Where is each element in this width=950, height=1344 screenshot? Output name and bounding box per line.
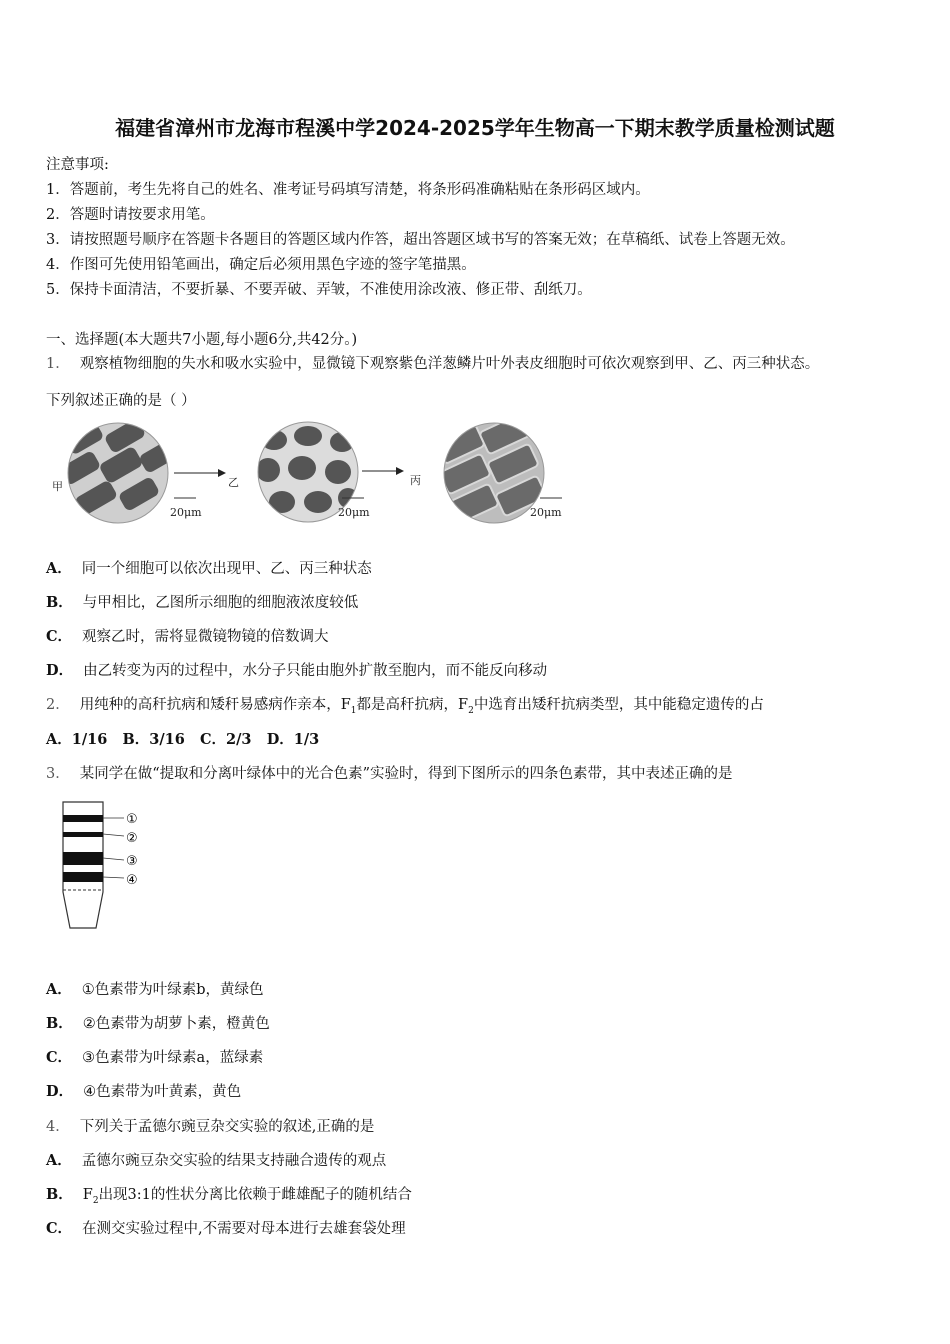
scale-bar-1: 20μm [170,506,202,519]
notice-item: 1．答题前，考生先将自己的姓名、准考证号码填写清楚，将条形码准确粘贴在条形码区域内。 [46,182,650,198]
option-b: B． ②色素带为胡萝卜素，橙黄色 [46,1015,270,1032]
notice-item: 2．答题时请按要求用笔。 [46,207,215,223]
page-title: 福建省漳州市龙海市程溪中学2024-2025学年生物高一下期末教学质量检测试题 [115,116,835,140]
pigment-band-1 [63,815,103,822]
question-3-stem: 3． 某同学在做“提取和分离叶绿体中的光合色素”实验时，得到下图所示的四条色素带，其中表述正确的是 [46,766,733,782]
option-a: A． 孟德尔豌豆杂交实验的结果支持融合遗传的观点 [46,1152,387,1169]
question-text: 观察植物细胞的失水和吸水实验中，显微镜下观察紫色洋葱鳞片叶外表皮细胞时可依次观察到甲、乙、丙三种状态。 [79,356,820,372]
notice-item: 4．作图可先使用铅笔画出，确定后必须用黑色字迹的签字笔描黑。 [46,257,476,273]
option-d: D． ④色素带为叶黄素，黄色 [46,1083,242,1100]
question-number: 1． [46,356,70,372]
option-b: B． 与甲相比，乙图所示细胞的细胞液浓度较低 [46,594,359,611]
option-d: D． 由乙转变为丙的过程中，水分子只能由胞外扩散至胞内，而不能反向移动 [46,662,548,679]
label-jia: 甲 [52,480,63,493]
label-yi: 乙 [228,476,239,489]
option-a: A． 同一个细胞可以依次出现甲、乙、丙三种状态 [46,560,372,577]
notice-item: 5．保持卡面清洁，不要折暴、不要弄破、弄皱，不准使用涂改液、修正带、刮纸刀。 [46,282,592,298]
option-a: A． ①色素带为叶绿素b，黄绿色 [46,981,264,998]
option-c: C． 在测交实验过程中,不需要对母本进行去雄套袋处理 [46,1220,406,1237]
question-2-options: A．1/16 B．3/16 C．2/3 D．1/3 [46,731,320,748]
pigment-band-3 [63,852,103,865]
scale-bar-3: 20μm [530,506,562,519]
section-heading: 一、选择题(本大题共7小题,每小题6分,共42分。) [46,332,358,348]
notice-heading: 注意事项: [46,157,109,173]
question-4-stem: 4． 下列关于孟德尔豌豆杂交实验的叙述,正确的是 [46,1119,375,1135]
notice-item: 3．请按照题号顺序在答题卡各题目的答题区域内作答，超出答题区域书写的答案无效；在草稿纸、试卷上答题无效。 [46,232,795,248]
chromatography-strip [56,800,166,932]
band-label-3: ③ [126,854,138,869]
band-label-1: ① [126,812,138,827]
option-b: B． $F_2$出现3:1的性状分离比依赖于雌雄配子的随机结合 [46,1186,412,1206]
band-label-2: ② [126,831,138,846]
label-bing: 丙 [410,474,421,487]
plasmolysis-figure [46,418,586,528]
pigment-band-2 [63,832,103,837]
question-1-stem [46,352,819,373]
micrograph-jia [59,418,174,523]
question-2-stem: 2． 用纯种的高秆抗病和矮秆易感病作亲本，$F_1$都是高秆抗病，$F_2$中选育出矮秆抗病类型，其中能稳定遗传的占 [46,697,764,716]
option-c: C． 观察乙时，需将显微镜物镜的倍数调大 [46,628,329,645]
question-1-stem-2: 下列叙述正确的是（ ） [46,393,196,409]
pigment-band-4 [63,872,103,882]
scale-bar-2: 20μm [338,506,370,519]
band-label-4: ④ [126,873,138,888]
option-c: C． ③色素带为叶绿素a，蓝绿素 [46,1049,264,1066]
